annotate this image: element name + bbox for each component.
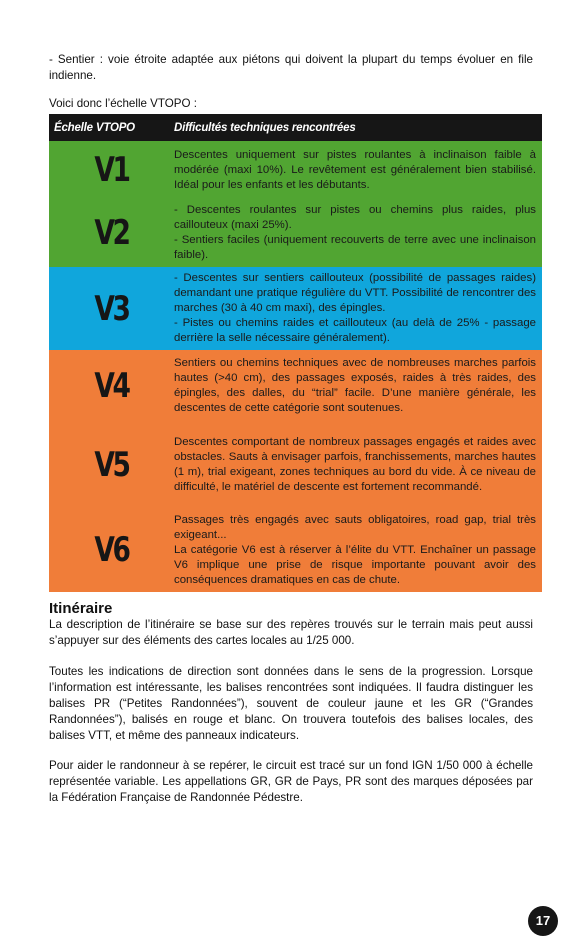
level-v2: V2 (94, 213, 129, 253)
itineraire-paragraph-1: La description de l’itinéraire se base sur des repères trouvés sur le terrain mais peut aussi s’appuyer sur des éléments des cartes locales au 1/25 000. (49, 618, 533, 647)
section-title-itineraire: Itinéraire (49, 600, 113, 617)
desc-v6: Passages très engagés avec sauts obligatoires, road gap, trial très exigeant... La catégorie V6 est à réserver à l’élite du VTT. Enchaîner un passage V6 implique une prise de risque importante pouvant avoir des conséquences dramatiques en cas de chute. (174, 513, 536, 586)
desc-v3: - Descentes sur sentiers caillouteux (possibilité de passages raides) demandant une pratique régulière du VTT. Possibilité de rencontrer des marches (30 à 40 cm maxi), des épingles. - Pistes ou chemins raides et caillouteux (au delà de 25% - passage derrière la selle nécessaire généralement). (174, 272, 536, 344)
desc-v5: Descentes comportant de nombreux passages engagés et raides avec obstacles. Sauts à envisager parfois, franchissements, marches hautes (1 m), trial exigeant, zones techniques au bord du vide. À ce niveau de difficulté, le matériel de descente est fortement recommandé. (174, 436, 536, 493)
level-v6: V6 (94, 530, 129, 570)
intro-paragraph: - Sentier : voie étroite adaptée aux piétons qui doivent la plupart du temps évoluer en file indienne. (49, 53, 533, 82)
level-v5: V5 (94, 445, 129, 485)
level-v1: V1 (94, 150, 129, 190)
desc-v2: - Descentes roulantes sur pistes ou chemins plus raides, plus caillouteux (maxi 25%). - Sentiers faciles (uniquement recouverts de terre avec une inclinaison faible). (174, 204, 536, 261)
level-v4: V4 (94, 366, 129, 406)
table-row (49, 267, 542, 350)
table-row (49, 508, 542, 592)
header-description: Difficultés techniques rencontrées (174, 114, 542, 141)
desc-v4: Sentiers ou chemins techniques avec de nombreuses marches parfois hautes (>40 cm), des passages exposés, raides à très raides, des épingles, des dalles, du “trial” facile. D’une manière générale, les descentes de cette catégorie sont soutenues. (174, 357, 536, 414)
vtopo-scale-table (49, 114, 542, 592)
table-row (49, 141, 542, 199)
itineraire-paragraph-3: Pour aider le randonneur à se repérer, le circuit est tracé sur un fond IGN 1/50 000 à échelle représentée variable. Les appellations GR, GR de Pays, PR sont des marques déposées par la Fédération Française de Randonnée Pédestre. (49, 759, 533, 804)
lead-paragraph: Voici donc l’échelle VTOPO : (49, 97, 198, 110)
level-v3: V3 (94, 288, 129, 329)
table-header-row (49, 114, 542, 141)
header-level: Échelle VTOPO (49, 114, 174, 141)
page-number-badge: 17 (528, 906, 558, 936)
table-row (49, 350, 542, 422)
table-row (49, 199, 542, 267)
itineraire-paragraph-2: Toutes les indications de direction sont données dans le sens de la progression. Lorsque l’information est intéressante, les balises rencontrées sont indiquées. Il faudra distinguer les balises PR (“Petites Randonnées”), souvent de couleur jaune et les GR (“Grandes Randonnées”), balisés en rouge et blanc. On trouvera toutefois des balises locales, des balises VTT, et même des panneaux indicateurs. (49, 665, 533, 742)
table-row (49, 422, 542, 508)
desc-v1: Descentes uniquement sur pistes roulantes à inclinaison faible à modérée (maxi 10%). Le revêtement est généralement bien stabilisé. Idéal pour les enfants et les débutants. (174, 148, 536, 191)
